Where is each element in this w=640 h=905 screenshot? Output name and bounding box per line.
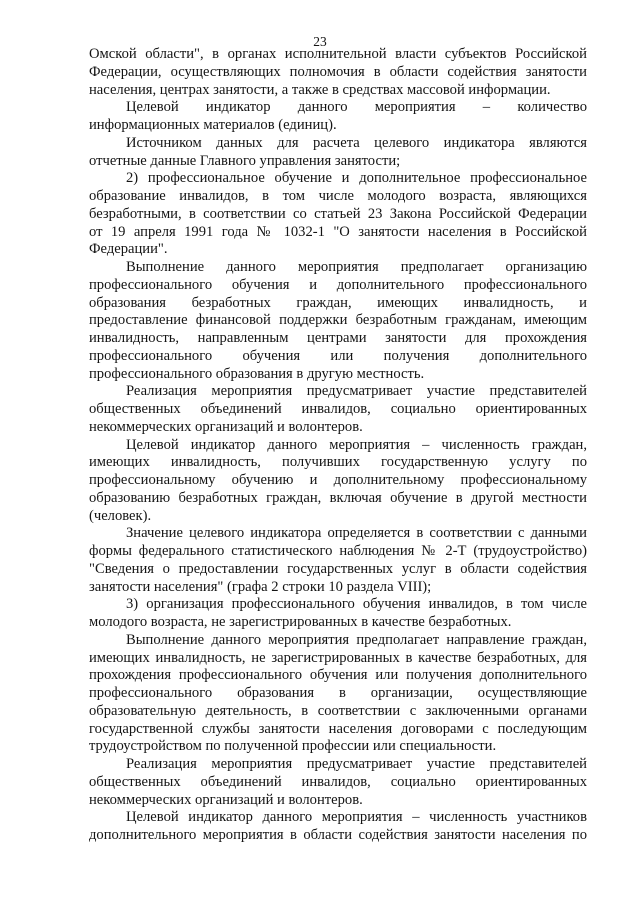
- text-line: занятости населения" (графа 2 строки 10 раздела VIII);: [89, 578, 432, 595]
- text-line: прохождения профессионального обучения или получения дополнительного: [89, 667, 587, 684]
- text-line: Выполнение данного мероприятия предполагает организацию: [126, 259, 587, 275]
- text-line: общественных объединений инвалидов, социально ориентированных: [89, 401, 587, 417]
- text-line: Целевой индикатор данного мероприятия – численность участников: [126, 809, 587, 826]
- text-line: государственной службы занятости населения договорами с последующим: [89, 720, 587, 737]
- paragraph: [89, 809, 587, 845]
- paragraph: [89, 383, 587, 436]
- paragraph: [89, 632, 587, 756]
- text-line: Федерации".: [89, 241, 168, 258]
- text-line: инвалидность, направленным центрами занятости для прохождения: [89, 330, 587, 346]
- text-line: образования безработных граждан, имеющих инвалидность, и: [89, 294, 587, 311]
- text-line: Источником данных для расчета целевого индикатора являются: [126, 134, 587, 151]
- text-line: 3) организация профессионального обучения инвалидов, в том числе: [126, 596, 587, 613]
- text-line: Реализация мероприятия предусматривает участие представителей: [126, 383, 587, 400]
- text-line: трудоустройством по полученной профессии или специальности.: [89, 738, 497, 755]
- text-line: профессионального образования в другую местность.: [89, 365, 425, 382]
- text-line: профессионального обучения или получения дополнительного: [89, 347, 587, 364]
- text-line: "Сведения о предоставлении государственных услуг в области содействия: [89, 560, 587, 577]
- text-line: населения, центрах занятости, а также в средствах массовой информации.: [89, 81, 551, 98]
- text-line: некоммерческих организаций и волонтеров.: [89, 418, 363, 435]
- paragraph: [89, 99, 587, 135]
- text-line: некоммерческих организаций и волонтеров.: [89, 791, 363, 808]
- text-line: профессионального обучения и дополнительного профессионального: [89, 276, 587, 293]
- paragraph: [89, 437, 587, 526]
- text-line: Омской области", в органах исполнительной власти субъектов Российской: [89, 46, 587, 62]
- text-line: 2) профессиональное обучение и дополнительное профессиональное: [126, 170, 587, 187]
- text-line: профессионального образования в организации, осуществляющие: [89, 685, 587, 701]
- text-line: Выполнение данного мероприятия предполагает направление граждан,: [126, 631, 587, 648]
- text-line: образовательную деятельность, в соответствии с заключенными органами: [89, 702, 587, 719]
- text-line: общественных объединений инвалидов, социально ориентированных: [89, 773, 587, 790]
- text-line: информационных материалов (единиц).: [89, 117, 337, 133]
- text-line: Значение целевого индикатора определяется в соответствии с данными: [126, 525, 587, 542]
- text-line: (человек).: [89, 507, 152, 524]
- text-line: отчетные данные Главного управления занятости;: [89, 152, 401, 169]
- text-line: образованию безработных граждан, включая обучение в другой местности: [89, 489, 587, 506]
- text-line: безработными, в соответствии со статьей 23 Закона Российской Федерации: [89, 205, 587, 222]
- paragraph: [89, 596, 587, 632]
- paragraph: [89, 525, 587, 596]
- paragraph: [89, 135, 587, 171]
- text-line: предоставление финансовой поддержки безработным гражданам, имеющим: [89, 312, 587, 329]
- text-line: дополнительного мероприятия в области содействия занятости населения по: [89, 827, 587, 843]
- text-line: имеющих инвалидность, получивших государственную услугу по: [89, 454, 587, 471]
- text-line: Федерации, осуществляющих полномочия в области содействия занятости: [89, 63, 587, 80]
- text-line: образование инвалидов, в том числе молодого возраста, являющихся: [89, 188, 587, 204]
- page-number: 23: [313, 34, 327, 49]
- paragraph: [89, 259, 587, 383]
- text-line: молодого возраста, не зарегистрированных в качестве безработных.: [89, 614, 512, 630]
- text-line: профессиональному обучению и дополнительному профессиональному: [89, 472, 587, 488]
- paragraph: [89, 46, 587, 99]
- text-line: Целевой индикатор данного мероприятия – численность граждан,: [126, 436, 587, 453]
- document-body: [89, 46, 587, 845]
- text-line: от 19 апреля 1991 года № 1032-1 "О занятости населения в Российской: [89, 223, 587, 240]
- paragraph: [89, 756, 587, 809]
- paragraph: [89, 170, 587, 259]
- text-line: Целевой индикатор данного мероприятия – количество: [126, 99, 587, 116]
- text-line: Реализация мероприятия предусматривает участие представителей: [126, 756, 587, 772]
- text-line: имеющих инвалидность, не зарегистрированных в качестве безработных, для: [89, 649, 587, 666]
- text-line: формы федерального статистического наблюдения № 2-Т (трудоустройство): [89, 543, 587, 559]
